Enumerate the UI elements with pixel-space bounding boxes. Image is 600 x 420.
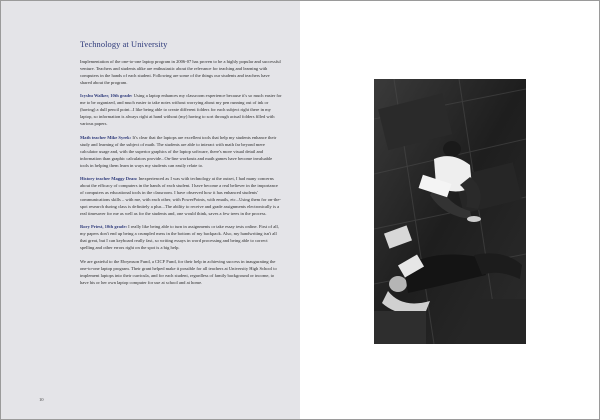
right-page: [300, 1, 599, 419]
paragraph-text: Using a laptop enhances my classroom experience because it's so much easier for me to be organized, and much easier to take notes without worrying about my pen running out of ink or (having) a dull pencil point...I like being able to create different folders for each subject right there in my laptop, so information is always right at hand without (my) having to sort through actual folders filled with various papers.: [80, 93, 282, 127]
paragraph-text: Inexperienced as I was with technology at the outset, I had many concerns about the efficacy of computers in the hands of each student. I have become a real believer in the importance of computers as educational tools in the classroom. I have observed how it has enhanced students' communications skills – with me, with each other, with PowerPoints, with emails, etc...Using them for on-the-spot research during class is definitely a plus...The ability to receive and grade assignments electronically is a real timesaver for me as well as for the students and, one would think, saves a few trees in the process.: [80, 175, 281, 217]
intro-paragraph: [80, 58, 282, 86]
quote-paragraph: [80, 223, 282, 251]
body-text: [80, 58, 282, 292]
quote-paragraph: [80, 92, 282, 127]
quote-paragraph: [80, 134, 282, 169]
students-with-laptops-photo: [374, 79, 526, 344]
paragraph-speaker: Icyshu Walker, 10th grade:: [80, 93, 133, 99]
paragraph-text: It's clear that the laptops are excellent tools that help my students enhance their study and learning of the subject of math. The students are able to interact with math far beyond mere calculator usage and, with the superior graphics of the laptop software, there's more visual detail and information than graphic calculators provide...On-line workouts and math games have become invaluable tools in helping them learn in ways my students can easily relate to.: [80, 134, 277, 168]
paragraph-speaker: Rory Priest, 10th grade:: [80, 224, 127, 230]
paragraph-text: I really like being able to turn in assignments or take essay tests online. First of all, my papers don't end up being a crumpled mess in the bottom of my backpack. Also, my handwriting isn't all that great, but I can keyboard really fast, so writing essays in word processing and being able to correct spelling and other errors right on the spot is a big help.: [80, 224, 279, 251]
left-page: [1, 1, 300, 419]
paragraph-text: Implementation of the one-to-one laptop program in 2006-07 has proven to be a highly popular and successful venture. Teachers and students alike are enthusiastic about the relevance for teaching and learning with computers in the hands of each student. Following are some of the things our students and teachers have shared about the program.: [80, 59, 281, 86]
paragraph-text: We are grateful to the Ebrymson Fund, a CICF Fund, for their help in achieving success in inaugurating the one-to-one laptop program. Their grant helped make it possible for all teachers at University High School to implement laptops into their curricula, and for each student, regardless of family background or income, to have his or her own laptop computer for use at school and at home.: [80, 258, 277, 285]
paragraph-speaker: History teacher Maggy Dean:: [80, 175, 138, 181]
paragraph-speaker: Math teacher Mike Syrek:: [80, 134, 132, 140]
photo-illustration: [374, 79, 526, 344]
page-title: Technology at University: [80, 40, 168, 49]
page-number: 10: [39, 397, 44, 402]
closing-paragraph: [80, 258, 282, 286]
quote-paragraph: [80, 175, 282, 217]
